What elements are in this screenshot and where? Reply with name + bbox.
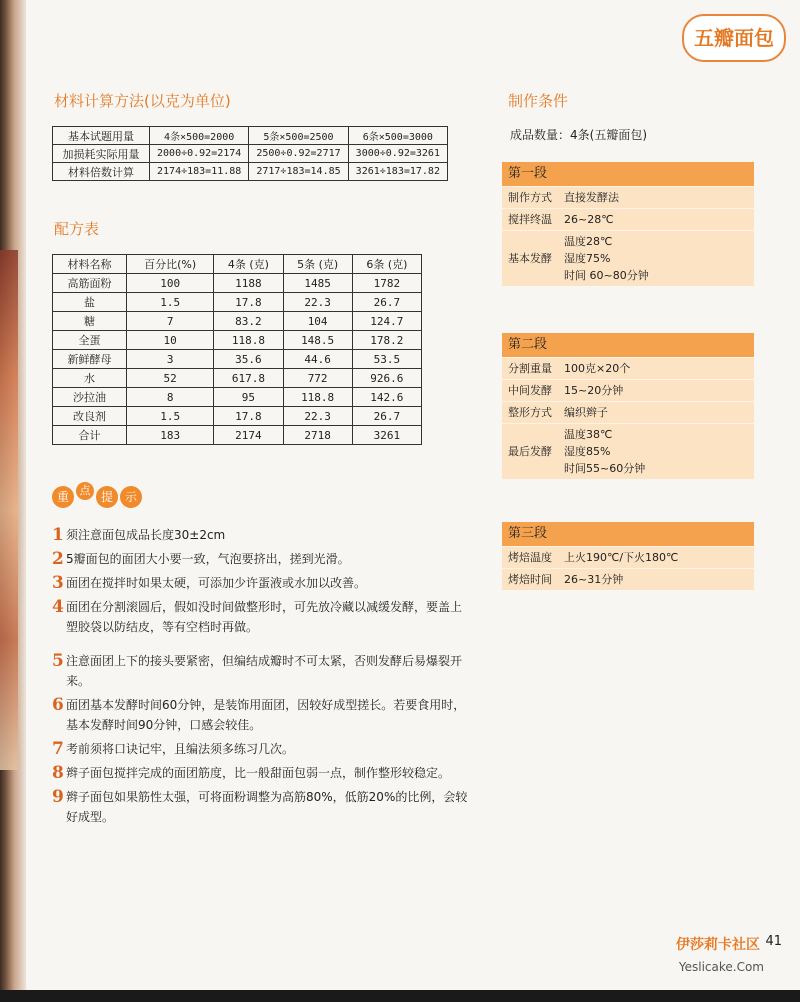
table-cell: 2717÷183=14.85 — [249, 163, 348, 181]
table-cell: 6条×500=3000 — [348, 127, 447, 145]
table-row — [53, 293, 422, 312]
table-cell: 83.2 — [214, 312, 283, 331]
tip-text: 面团基本发酵时间60分钟，是装饰用面团，因较好成型搓长。若要食用时，基本发酵时间90分钟，口感会较佳。 — [66, 698, 466, 732]
table-cell: 26.7 — [352, 293, 421, 312]
tip-item — [52, 787, 472, 827]
tip-number: 5 — [52, 651, 64, 671]
row-label: 烤焙温度 — [508, 551, 552, 564]
table-cell: 4条×500=2000 — [150, 127, 249, 145]
table-cell: 17.8 — [214, 407, 283, 426]
table-cell: 10 — [127, 331, 214, 350]
table-row — [53, 350, 422, 369]
table-row — [53, 145, 448, 163]
table-row — [53, 407, 422, 426]
table-cell: 2174÷183=11.88 — [150, 163, 249, 181]
row-label: 整形方式 — [508, 406, 552, 419]
table-row — [53, 331, 422, 350]
row-value: 26~31分钟 — [564, 573, 624, 586]
table-cell: 水 — [53, 369, 127, 388]
tip-number: 8 — [52, 763, 64, 783]
row-label: 制作方式 — [508, 191, 552, 204]
calc-heading: 材料计算方法(以克为单位) — [54, 92, 231, 110]
stage-row — [502, 186, 754, 208]
table-cell: 118.8 — [214, 331, 283, 350]
tip-item — [52, 651, 472, 691]
row-label: 搅拌终温 — [508, 213, 552, 226]
table-cell: 2174 — [214, 426, 283, 445]
badge-char: 提 — [96, 486, 118, 508]
table-cell: 高筋面粉 — [53, 274, 127, 293]
table-cell: 124.7 — [352, 312, 421, 331]
table-cell: 148.5 — [283, 331, 352, 350]
row-value: 100克×20个 — [564, 362, 631, 375]
row-value: 时间55~60分钟 — [564, 462, 646, 475]
tips-badge — [52, 486, 142, 508]
stage-title: 第一段 — [502, 162, 754, 186]
table-row — [53, 127, 448, 145]
recipe-heading: 配方表 — [54, 220, 100, 238]
row-label: 基本发酵 — [508, 252, 552, 265]
tip-text: 须注意面包成品长度30±2cm — [66, 528, 226, 542]
table-cell: 926.6 — [352, 369, 421, 388]
table-cell: 35.6 — [214, 350, 283, 369]
column-header: 6条 (克) — [352, 255, 421, 274]
row-value: 时间 60~80分钟 — [564, 269, 649, 282]
stage-2-panel — [502, 333, 754, 479]
stage-row — [502, 379, 754, 401]
tip-number: 6 — [52, 695, 64, 715]
column-header: 4条 (克) — [214, 255, 283, 274]
brand-watermark: 伊莎莉卡社区 — [676, 937, 760, 953]
tip-item — [52, 739, 472, 759]
table-cell: 加损耗实际用量 — [53, 145, 150, 163]
row-value: 上火190℃/下火180℃ — [564, 551, 679, 564]
table-cell: 糖 — [53, 312, 127, 331]
tip-text: 注意面团上下的接头要紧密，但编结成瓣时不可太紧，否则发酵后易爆裂开来。 — [66, 654, 463, 688]
tip-number: 2 — [52, 549, 64, 569]
column-header: 材料名称 — [53, 255, 127, 274]
table-cell: 104 — [283, 312, 352, 331]
product-quantity: 成品数量：4条(五瓣面包) — [510, 128, 647, 142]
table-row — [53, 388, 422, 407]
row-value: 湿度75% — [564, 252, 611, 265]
row-label: 烤焙时间 — [508, 573, 552, 586]
table-cell: 1.5 — [127, 293, 214, 312]
conditions-heading: 制作条件 — [508, 92, 569, 110]
table-cell: 1.5 — [127, 407, 214, 426]
table-cell: 178.2 — [352, 331, 421, 350]
stage-row — [502, 546, 754, 568]
row-value: 直接发酵法 — [564, 191, 619, 204]
row-value: 温度28℃ — [564, 235, 613, 248]
table-cell: 772 — [283, 369, 352, 388]
table-cell: 183 — [127, 426, 214, 445]
tip-item — [52, 525, 472, 545]
row-value: 15~20分钟 — [564, 384, 624, 397]
stage-1-panel — [502, 162, 754, 286]
column-header: 5条 (克) — [283, 255, 352, 274]
row-value: 编织辫子 — [564, 406, 608, 419]
badge-char: 点 — [76, 482, 94, 500]
badge-char: 重 — [52, 486, 74, 508]
tip-number: 4 — [52, 597, 64, 617]
calc-table — [52, 126, 448, 181]
table-cell: 22.3 — [283, 293, 352, 312]
table-row — [53, 312, 422, 331]
row-label: 最后发酵 — [508, 445, 552, 458]
table-cell: 1782 — [352, 274, 421, 293]
table-cell: 17.8 — [214, 293, 283, 312]
book-spine — [0, 0, 26, 1002]
recipe-table — [52, 254, 422, 445]
tip-text: 辫子面包如果筋性太强，可将面粉调整为高筋80%，低筋20%的比例，会较好成型。 — [66, 790, 468, 824]
table-cell: 22.3 — [283, 407, 352, 426]
tips-list — [52, 525, 472, 831]
row-label: 中间发酵 — [508, 384, 552, 397]
stage-row — [502, 423, 754, 479]
table-cell: 100 — [127, 274, 214, 293]
table-cell: 基本试题用量 — [53, 127, 150, 145]
table-cell: 3 — [127, 350, 214, 369]
table-cell: 44.6 — [283, 350, 352, 369]
tip-number: 3 — [52, 573, 64, 593]
table-cell: 盐 — [53, 293, 127, 312]
table-cell: 95 — [214, 388, 283, 407]
row-value: 湿度85% — [564, 445, 611, 458]
table-cell: 1485 — [283, 274, 352, 293]
row-value: 温度38℃ — [564, 428, 613, 441]
table-cell: 3000÷0.92=3261 — [348, 145, 447, 163]
table-row — [53, 369, 422, 388]
table-cell: 3261 — [352, 426, 421, 445]
recipe-table-body — [53, 274, 422, 445]
stage-row — [502, 401, 754, 423]
tip-number: 9 — [52, 787, 64, 807]
table-cell: 2500÷0.92=2717 — [249, 145, 348, 163]
table-cell: 8 — [127, 388, 214, 407]
table-cell: 142.6 — [352, 388, 421, 407]
bottom-bar — [0, 990, 800, 1002]
table-cell: 合计 — [53, 426, 127, 445]
table-cell: 52 — [127, 369, 214, 388]
tip-text: 考前须将口诀记牢，且编法须多练习几次。 — [66, 742, 295, 756]
tip-item — [52, 549, 472, 569]
badge-char: 示 — [120, 486, 142, 508]
table-row — [53, 163, 448, 181]
stage-row — [502, 357, 754, 379]
table-cell: 7 — [127, 312, 214, 331]
stage-row — [502, 568, 754, 590]
table-cell: 53.5 — [352, 350, 421, 369]
site-url: Yeslicake.Com — [678, 960, 764, 974]
stage-3-panel — [502, 522, 754, 590]
table-cell: 改良剂 — [53, 407, 127, 426]
tip-item — [52, 763, 472, 783]
tip-number: 7 — [52, 739, 64, 759]
stage-row — [502, 230, 754, 286]
page-number: 41 — [765, 934, 782, 949]
table-cell: 3261÷183=17.82 — [348, 163, 447, 181]
stage-row — [502, 208, 754, 230]
table-cell: 新鲜酵母 — [53, 350, 127, 369]
tip-item — [52, 573, 472, 593]
tip-text: 辫子面包搅拌完成的面团筋度，比一般甜面包弱一点，制作整形较稳定。 — [66, 766, 451, 780]
column-header: 百分比(%) — [127, 255, 214, 274]
table-cell: 5条×500=2500 — [249, 127, 348, 145]
row-label: 分割重量 — [508, 362, 552, 375]
tip-item — [52, 597, 472, 637]
table-cell: 2718 — [283, 426, 352, 445]
table-cell: 617.8 — [214, 369, 283, 388]
table-row — [53, 426, 422, 445]
table-cell: 沙拉油 — [53, 388, 127, 407]
tip-text: 面团在分割滚圆后，假如没时间做整形时，可先放冷藏以减缓发酵，要盖上塑胶袋以防结皮，等有空档时再做。 — [66, 600, 463, 634]
page-title: 五瓣面包 — [682, 14, 786, 62]
table-row — [53, 274, 422, 293]
table-cell: 全蛋 — [53, 331, 127, 350]
table-cell: 118.8 — [283, 388, 352, 407]
tip-text: 面团在搅拌时如果太硬，可添加少许蛋液或水加以改善。 — [66, 576, 367, 590]
stage-title: 第三段 — [502, 522, 754, 546]
tip-text: 5瓣面包的面团大小要一致，气泡要挤出，搓到光滑。 — [66, 552, 350, 566]
table-header-row — [53, 255, 422, 274]
table-cell: 材料倍数计算 — [53, 163, 150, 181]
row-value: 26~28℃ — [564, 213, 614, 226]
tip-number: 1 — [52, 525, 64, 545]
tip-item — [52, 695, 472, 735]
stage-title: 第二段 — [502, 333, 754, 357]
table-cell: 26.7 — [352, 407, 421, 426]
table-cell: 1188 — [214, 274, 283, 293]
table-cell: 2000÷0.92=2174 — [150, 145, 249, 163]
